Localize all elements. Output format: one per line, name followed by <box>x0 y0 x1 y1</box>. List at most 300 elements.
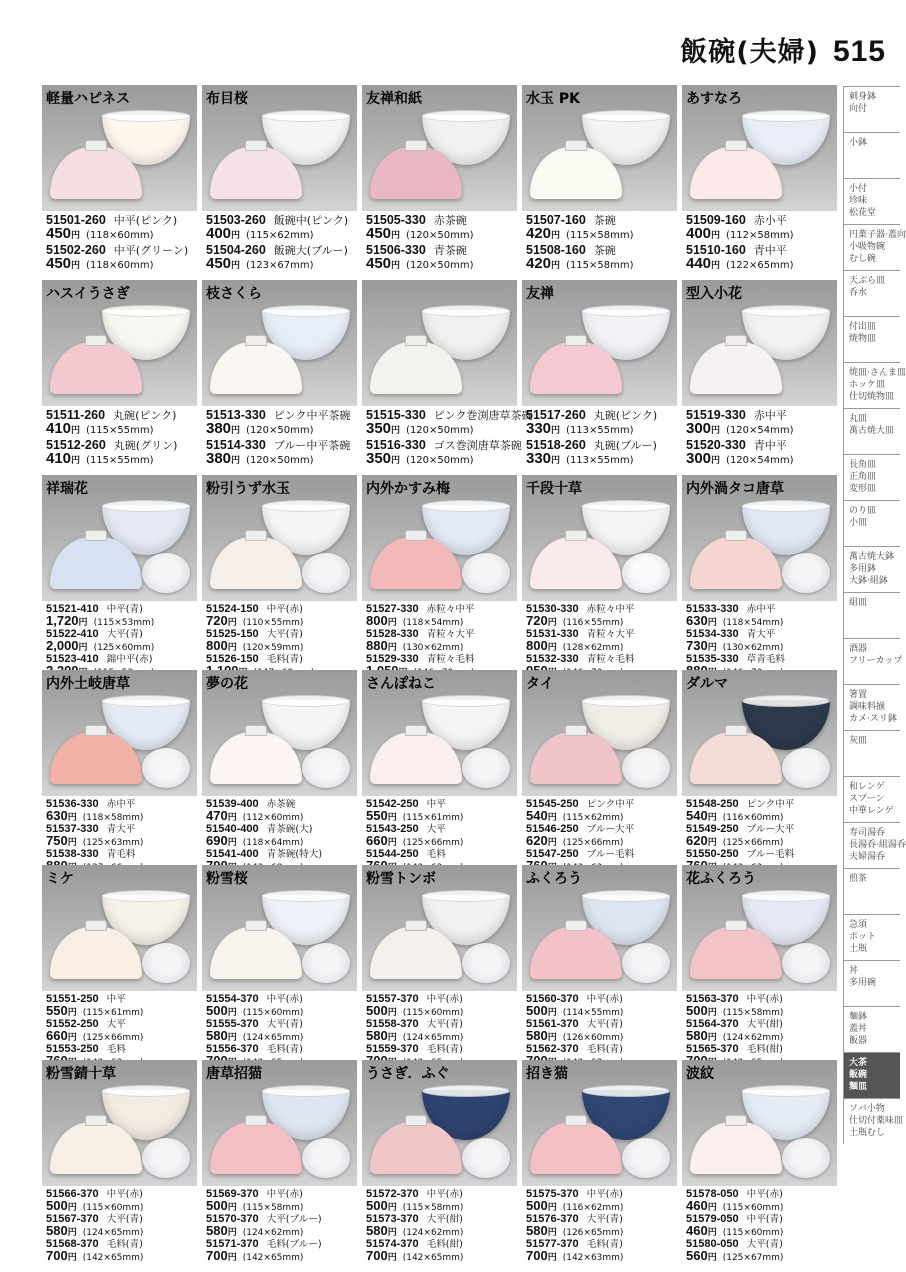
item-size: (115×55mm) <box>86 425 154 436</box>
item-code: 51536-330 <box>46 798 99 810</box>
product-photo <box>362 1060 517 1186</box>
item-price-line <box>526 1200 675 1214</box>
sidebar-category-tab[interactable] <box>843 546 900 592</box>
item-code: 51531-330 <box>526 628 579 640</box>
product-item-list <box>362 796 517 874</box>
item-currency: 円 <box>67 838 77 848</box>
item-description: 毛料(紺) <box>426 1239 463 1250</box>
bowl-rim <box>582 890 670 902</box>
item-description: 中平(グリーン) <box>113 244 189 257</box>
item-code: 51554-370 <box>206 993 259 1005</box>
item-price: 350 <box>366 450 392 467</box>
sidebar-category-tab[interactable] <box>843 822 906 868</box>
item-code: 51510-160 <box>686 243 746 257</box>
product-card <box>202 670 357 865</box>
product-photo <box>682 865 837 991</box>
sidebar-category-tab[interactable] <box>843 730 900 776</box>
item-line <box>686 799 835 810</box>
bowl-image <box>302 553 350 593</box>
item-price: 500 <box>206 1003 228 1018</box>
item-size: (115×58mm) <box>242 1203 304 1213</box>
item-currency: 円 <box>67 1203 77 1213</box>
item-code: 51523-410 <box>46 653 99 665</box>
product-item <box>366 214 515 242</box>
sidebar-category-label: 箸置 <box>849 690 868 700</box>
product-card <box>362 475 517 670</box>
bowl-rim <box>102 500 190 512</box>
item-size: (123×67mm) <box>246 260 314 271</box>
item-description: 赤茶碗 <box>433 214 467 227</box>
sidebar-category-label: 小付 <box>849 184 868 194</box>
item-description: 大平 <box>106 1019 126 1030</box>
sidebar-category-tab[interactable] <box>843 316 900 362</box>
item-code: 51579-050 <box>686 1213 739 1225</box>
bowl-image <box>622 553 670 593</box>
product-title: 粉引うず水玉 <box>206 481 290 497</box>
item-size: (115×60mm) <box>242 1008 304 1018</box>
item-price-line <box>366 1030 515 1044</box>
item-code: 51505-330 <box>366 213 426 227</box>
product-photo <box>522 670 677 796</box>
item-currency: 円 <box>551 456 561 466</box>
item-price-line <box>206 835 355 849</box>
product-photo <box>362 475 517 601</box>
product-item-list <box>362 601 517 679</box>
item-line <box>686 1044 835 1055</box>
sidebar-category-label: フリーカップ <box>849 656 903 666</box>
sidebar-category-label: 刺身鉢 <box>849 92 877 102</box>
item-code: 51544-250 <box>366 848 419 860</box>
item-price: 400 <box>686 225 712 242</box>
item-size: (120×50mm) <box>406 455 474 466</box>
product-title: 布目桜 <box>206 91 248 107</box>
item-price-line <box>206 615 355 629</box>
product-item-list <box>42 991 197 1069</box>
sidebar-category-tab[interactable] <box>843 638 903 684</box>
item-size: (124×65mm) <box>82 1228 144 1238</box>
sidebar-category-tab[interactable] <box>843 408 900 454</box>
item-description: 丸碗(ピンク) <box>113 409 177 422</box>
item-price-line <box>366 225 515 242</box>
item-price-line <box>526 1030 675 1044</box>
item-currency: 円 <box>391 426 401 436</box>
item-line <box>686 1189 835 1200</box>
sidebar-category-label: 多用碗 <box>849 978 877 988</box>
item-description: 赤茶碗 <box>266 799 296 810</box>
bowl-image <box>622 943 670 983</box>
product-card <box>42 85 197 280</box>
item-price-line <box>46 1250 195 1264</box>
item-code: 51521-410 <box>46 603 99 615</box>
item-currency: 円 <box>547 1033 557 1043</box>
product-card <box>42 280 197 475</box>
bowl-foot <box>85 1115 107 1126</box>
sidebar-category-tab[interactable] <box>843 1052 900 1098</box>
item-size: (115×61mm) <box>82 1008 144 1018</box>
item-price-line <box>46 225 195 242</box>
item-line <box>366 1019 515 1030</box>
item-currency: 円 <box>547 1008 557 1018</box>
product-item <box>366 1239 515 1264</box>
product-item <box>46 1019 195 1044</box>
item-size: (115×58mm) <box>566 260 634 271</box>
item-currency: 円 <box>387 643 397 653</box>
item-code: 51512-260 <box>46 438 106 452</box>
item-size: (116×55mm) <box>562 618 624 628</box>
product-item <box>366 799 515 824</box>
item-currency: 円 <box>707 838 717 848</box>
item-size: (125×66mm) <box>562 838 624 848</box>
product-photo <box>42 670 197 796</box>
bowl-rim <box>742 890 830 902</box>
item-currency: 円 <box>78 618 88 628</box>
item-price: 560 <box>686 1248 708 1263</box>
sidebar-category-label: カメ·スリ鉢 <box>849 714 897 724</box>
item-code: 51529-330 <box>366 653 419 665</box>
product-card <box>362 1060 517 1263</box>
item-description: 大平(紺) <box>746 1019 783 1030</box>
item-price: 660 <box>366 833 388 848</box>
product-card <box>362 865 517 1060</box>
item-price: 400 <box>206 225 232 242</box>
item-line <box>46 1019 195 1030</box>
item-price-line <box>206 1225 355 1239</box>
item-code: 51522-410 <box>46 628 99 640</box>
item-description: 中平 <box>106 994 126 1005</box>
item-price-line <box>526 615 675 629</box>
item-price-line <box>686 615 835 629</box>
product-item <box>686 799 835 824</box>
item-code: 51542-250 <box>366 798 419 810</box>
product-item-list <box>202 211 357 272</box>
item-description: 丸碗(ピンク) <box>593 409 658 422</box>
bowl-rim <box>582 500 670 512</box>
item-price-line <box>526 420 675 437</box>
product-card <box>522 670 677 865</box>
product-item-list <box>362 991 517 1069</box>
sidebar-category-label: 組皿 <box>849 598 868 608</box>
item-description: 毛料(紺) <box>746 1044 783 1055</box>
bowl-image <box>782 943 830 983</box>
item-code: 51563-370 <box>686 993 739 1005</box>
item-size: (113×55mm) <box>566 455 634 466</box>
bowl-foot <box>405 725 427 736</box>
bowl-rim <box>262 890 350 902</box>
item-description: 毛料 <box>106 1044 126 1055</box>
item-code: 51555-370 <box>206 1018 259 1030</box>
sidebar-category-label: 変形皿 <box>849 484 877 494</box>
item-line <box>526 604 675 615</box>
product-photo <box>682 85 837 211</box>
item-description: 中平 <box>426 799 446 810</box>
item-description: 青粒々毛料 <box>586 654 635 665</box>
item-price: 350 <box>366 420 392 437</box>
sidebar-category-label: 萬古焼大鉢 <box>849 552 895 562</box>
item-line <box>206 824 355 835</box>
item-code: 51574-370 <box>366 1238 419 1250</box>
item-line <box>46 1044 195 1055</box>
item-size: (116×60mm) <box>722 813 784 823</box>
bowl-image <box>142 1138 190 1178</box>
item-price-line <box>526 225 675 242</box>
item-price-line <box>46 1225 195 1239</box>
item-price-line <box>686 1250 835 1264</box>
item-line <box>206 1019 355 1030</box>
item-description: 中平(赤) <box>266 1189 303 1200</box>
sidebar-category-label: ポット <box>849 932 877 942</box>
item-line <box>686 1019 835 1030</box>
item-line <box>526 1189 675 1200</box>
item-line <box>686 629 835 640</box>
sidebar-category-label: 飯碗 <box>849 1070 868 1080</box>
sidebar-category-tab[interactable] <box>843 960 900 1006</box>
product-title: 粉雪錆十草 <box>46 1066 116 1082</box>
sidebar-category-tab[interactable] <box>843 868 900 914</box>
product-item <box>686 1239 835 1264</box>
item-price-line <box>366 255 515 272</box>
item-size: (124×65mm) <box>402 1033 464 1043</box>
sidebar-category-tab[interactable] <box>843 776 900 822</box>
item-currency: 円 <box>71 261 81 271</box>
product-title: 型入小花 <box>686 286 742 302</box>
item-line <box>46 1214 195 1225</box>
item-description: 赤粒々中平 <box>426 604 475 615</box>
bowl-foot <box>565 1115 587 1126</box>
product-item-list <box>42 406 197 467</box>
sidebar-category-tab[interactable] <box>843 454 900 500</box>
product-photo <box>522 475 677 601</box>
item-line <box>366 1189 515 1200</box>
sidebar-category-label: スプーン <box>849 794 885 804</box>
item-description: 大平(青) <box>586 1214 623 1225</box>
product-photo <box>522 1060 677 1186</box>
item-size: (118×60mm) <box>86 230 154 241</box>
product-item <box>526 244 675 272</box>
product-item <box>686 994 835 1019</box>
sidebar-category-label: のり皿 <box>849 506 877 516</box>
item-price: 500 <box>366 1003 388 1018</box>
item-currency: 円 <box>551 231 561 241</box>
item-line <box>686 849 835 860</box>
item-description: 中平(青) <box>746 1214 783 1225</box>
product-item <box>686 244 835 272</box>
bowl-rim <box>102 1085 190 1097</box>
item-price: 800 <box>526 638 548 653</box>
item-description: ブルー大平 <box>586 824 635 835</box>
product-item <box>366 1214 515 1239</box>
bowl-image <box>142 553 190 593</box>
item-size: (118×58mm) <box>82 813 144 823</box>
sidebar-category-tab[interactable] <box>843 1006 900 1052</box>
sidebar-category-label: 小皿 <box>849 518 868 528</box>
item-price: 730 <box>686 638 708 653</box>
item-line <box>526 1019 675 1030</box>
item-currency: 円 <box>67 1033 77 1043</box>
item-price: 800 <box>366 613 388 628</box>
item-description: 毛料(ブルー) <box>266 1239 322 1250</box>
item-price: 380 <box>206 420 232 437</box>
item-code: 51525-150 <box>206 628 259 640</box>
sidebar-category-tab[interactable] <box>843 684 900 730</box>
item-description: 中平(赤) <box>586 994 623 1005</box>
item-price: 540 <box>526 808 548 823</box>
bowl-foot <box>85 920 107 931</box>
item-size: (122×65mm) <box>726 260 794 271</box>
product-item <box>526 1019 675 1044</box>
item-size: (115×61mm) <box>402 813 464 823</box>
item-price: 420 <box>526 225 552 242</box>
item-description: 青中平 <box>753 439 787 452</box>
sidebar-category-label: 松花堂 <box>849 208 877 218</box>
item-line <box>526 654 675 665</box>
product-card <box>42 1060 197 1263</box>
bowl-foot <box>85 725 107 736</box>
item-price-line <box>206 420 355 437</box>
item-code: 51545-250 <box>526 798 579 810</box>
bowl-rim <box>102 110 190 122</box>
item-size: (118×64mm) <box>242 838 304 848</box>
sidebar-category-tab[interactable] <box>843 86 900 132</box>
item-line <box>526 994 675 1005</box>
bowl-foot <box>565 920 587 931</box>
item-price: 580 <box>206 1028 228 1043</box>
product-item <box>686 1019 835 1044</box>
bowl-image <box>462 748 510 788</box>
product-card <box>682 85 837 280</box>
product-title: 友禅和紙 <box>366 91 422 107</box>
item-description: ピンク巻渕唐草茶碗 <box>433 409 533 422</box>
item-line <box>686 994 835 1005</box>
item-size: (120×54mm) <box>726 455 794 466</box>
item-size: (115×60mm) <box>82 1203 144 1213</box>
product-item-list <box>202 406 357 467</box>
item-description: 飯碗中(ピンク) <box>273 214 349 227</box>
item-price-line <box>526 640 675 654</box>
bowl-foot <box>725 1115 747 1126</box>
product-item <box>46 799 195 824</box>
item-currency: 円 <box>391 261 401 271</box>
product-card <box>202 865 357 1060</box>
product-item-list <box>682 1186 837 1264</box>
sidebar-category-tab[interactable] <box>843 132 900 178</box>
item-price-line <box>46 810 195 824</box>
item-size: (142×65mm) <box>402 1253 464 1263</box>
product-photo <box>682 670 837 796</box>
item-code: 51572-370 <box>366 1188 419 1200</box>
item-code: 51516-330 <box>366 438 426 452</box>
bowl-rim <box>262 305 350 317</box>
item-price-line <box>206 1005 355 1019</box>
item-price: 630 <box>46 808 68 823</box>
item-currency: 円 <box>547 1253 557 1263</box>
item-currency: 円 <box>707 643 717 653</box>
product-title: ダルマ <box>686 676 728 692</box>
item-code: 51538-330 <box>46 848 99 860</box>
product-title: 内外土岐唐草 <box>46 676 130 692</box>
item-description: 赤小平 <box>753 214 787 227</box>
sidebar-category-label: 焼物皿 <box>849 334 877 344</box>
product-card <box>522 1060 677 1263</box>
item-price: 700 <box>526 1248 548 1263</box>
sidebar-category-tab[interactable] <box>843 500 900 546</box>
bowl-image <box>302 748 350 788</box>
item-size: (142×63mm) <box>562 1253 624 1263</box>
item-code: 51578-050 <box>686 1188 739 1200</box>
product-photo <box>362 670 517 796</box>
product-photo <box>202 85 357 211</box>
bowl-rim <box>742 1085 830 1097</box>
bowl-image <box>462 1138 510 1178</box>
item-currency: 円 <box>707 813 717 823</box>
item-price-line <box>206 1030 355 1044</box>
item-code: 51514-330 <box>206 438 266 452</box>
item-size: (118×54mm) <box>722 618 784 628</box>
bowl-image <box>302 943 350 983</box>
item-size: (142×65mm) <box>82 1253 144 1263</box>
sidebar-category-label: 焼皿·さんま皿 <box>849 368 906 378</box>
bowl-foot <box>725 140 747 151</box>
product-photo <box>522 865 677 991</box>
sidebar-category-label: 麺皿 <box>849 1082 868 1092</box>
item-code: 51541-400 <box>206 848 259 860</box>
item-code: 51530-330 <box>526 603 579 615</box>
sidebar-category-tab[interactable] <box>843 224 906 270</box>
product-photo <box>202 280 357 406</box>
bowl-foot <box>565 140 587 151</box>
bowl-foot <box>405 1115 427 1126</box>
sidebar-category-label: 寿司湯呑 <box>849 828 886 838</box>
sidebar-category-tab[interactable] <box>843 270 900 316</box>
product-photo <box>42 280 197 406</box>
item-description: 毛料(青) <box>266 1044 303 1055</box>
item-currency: 円 <box>227 838 237 848</box>
bowl-image <box>142 748 190 788</box>
bowl-foot <box>405 335 427 346</box>
product-photo <box>522 280 677 406</box>
product-title: 花ふくろう <box>686 871 756 887</box>
item-currency: 円 <box>387 1033 397 1043</box>
item-size: (116×62mm) <box>562 1203 624 1213</box>
item-currency: 円 <box>71 426 81 436</box>
bowl-foot <box>405 920 427 931</box>
product-item <box>46 439 195 467</box>
sidebar-category-tab[interactable] <box>843 914 900 960</box>
bowl-rim <box>422 500 510 512</box>
sidebar-category-label: 付出皿 <box>849 322 877 332</box>
sidebar-category-tab[interactable] <box>843 178 900 224</box>
product-item-list <box>362 1186 517 1264</box>
product-item-list <box>522 406 677 467</box>
item-price: 620 <box>526 833 548 848</box>
item-price: 330 <box>526 420 552 437</box>
item-code: 51560-370 <box>526 993 579 1005</box>
sidebar-category-tab[interactable] <box>843 362 906 408</box>
product-card <box>202 475 357 670</box>
item-price: 470 <box>206 808 228 823</box>
sidebar-category-label: 煎茶 <box>849 874 868 884</box>
item-description: ブルー毛料 <box>746 849 795 860</box>
sidebar-category-tab[interactable] <box>843 592 900 638</box>
item-description: 毛料(青) <box>586 1239 623 1250</box>
item-description: 中平(赤) <box>426 994 463 1005</box>
product-item <box>206 409 355 437</box>
product-card <box>682 280 837 475</box>
item-description: 青茶碗 <box>433 244 467 257</box>
item-line <box>46 849 195 860</box>
sidebar-category-tab[interactable] <box>843 1098 904 1144</box>
product-photo <box>522 85 677 211</box>
item-line <box>206 799 355 810</box>
